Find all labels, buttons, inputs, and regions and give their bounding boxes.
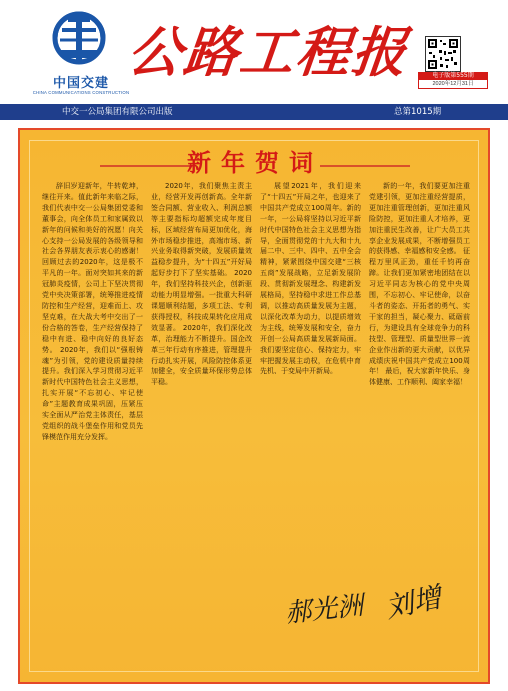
logo-english-text: CHINA COMMUNICATIONS CONSTRUCTION — [32, 90, 130, 95]
signature-2: 刘增 — [382, 580, 445, 625]
article-body — [42, 181, 470, 626]
article-column-3: 展望2021年，我们迎来了“十四五”开局之年，也迎来了中国共产党成立100周年。新的一年，一公局将坚持以习近平新时代中国特色社会主义思想为指导，全面贯彻党的十九大和十九届二中、三中、四中、五中全会精神，紧紧围绕中国交建“三核五商”发展战略，立足新发展阶段、贯彻新发展理念、构建新发展格局，坚持稳中求进工作总基调，以推动高质量发展为主题，以深化改革为动力，以提质增效为主线，统筹发展和安全，奋力开创一公局高质量发展新局面。我们要坚定信心、保持定力，牢牢把握发展主动权，在危机中育先机、于变局中开新局。 — [260, 182, 361, 376]
qr-code-icon[interactable] — [425, 36, 461, 72]
issue-date: 2020年12月31日 — [418, 80, 488, 89]
issue-number: 总第1015期 — [394, 107, 442, 117]
article-column-1: 辞旧岁迎新年，牛转乾坤，继往开来。值此新年来临之际，我们代表中交一公局集团党委和董事会，向全体员工和家属致以新年的问候和美好的祝愿！向关心支持一公局发展的各级领导和社会各界朋友表示衷心的感谢！ 回顾过去的2020年，这是极不平凡的一年。面对突如其来的新冠肺炎疫情，公司上下坚决贯彻党中央决策部署，统筹推进疫情防控和生产经营，迎难而上、攻坚克难，在大战大考中交出了一份合格的答卷，生产经营保持了稳中有进、稳中向好的良好态势。 2020年，我们以“强根铸魂”为引领，党的建设质量持续提升。我们深入学习贯彻习近平新时代中国特色社会主义思想，扎实开展“不忘初心、牢记使命”主题教育成果巩固，压紧压实全面从严治党主体责任，基层党组织的战斗堡垒作用和党员先锋模范作用充分发挥。 — [42, 182, 143, 441]
electronic-edition-label: 电子版第555期 — [418, 72, 488, 80]
newspaper-title: 公路工程报 — [124, 20, 412, 84]
masthead — [0, 0, 508, 104]
card-inner-border — [29, 140, 479, 672]
article-column-2: 2020年，我们聚焦主责主业，经营开发再创新高。全年新签合同额、营业收入、利润总额等主要指标均超额完成年度目标，区域经营布局更加优化，海外市场稳步推进，高端市场、新兴业务取得新突破，发展质量效益稳步提升，为“十四五”开好局起好步打下了坚实基础。 2020年，我们坚持科技兴企，创新驱动能力明显增强。一批重大科研课题顺利结题，多项工法、专利获得授权，科技成果转化应用成效显著。 2020年，我们深化改革，治理能力不断提升。国企改革三年行动有序推进，管理提升行动扎实开展，风险防控体系更加健全，安全质量环保形势总体平稳。 — [151, 182, 252, 387]
article-heading: 新年贺词 — [187, 148, 323, 177]
publisher-name: 中交一公局集团有限公司出版 — [62, 107, 173, 117]
qr-caption — [418, 72, 488, 89]
publisher-bar — [0, 104, 508, 120]
logo-chinese-text: 中国交建 — [52, 76, 109, 91]
article-column-4: 新的一年，我们要更加注重党建引领，更加注重经营提质，更加注重管理创新，更加注重风险防控，更加注重人才培养，更加注重民生改善，让广大员工共享企业发展成果，不断增强员工的获得感、幸福感和安全感。 征程万里风正劲，重任千钧再奋蹄。让我们更加紧密地团结在以习近平同志为核心的党中央周围，不忘初心、牢记使命，以奋斗者的姿态、开拓者的勇气、实干家的担当，凝心聚力、砥砺前行，为建设具有全球竞争力的科技型、管理型、质量型世界一流企业作出新的更大贡献，以优异成绩庆祝中国共产党成立100周年！ 最后，祝大家新年快乐、身体健康、工作顺利、阖家幸福！ — [369, 182, 470, 387]
signature-1: 郝光洲 — [283, 590, 365, 629]
new-year-greeting-card — [18, 128, 490, 684]
